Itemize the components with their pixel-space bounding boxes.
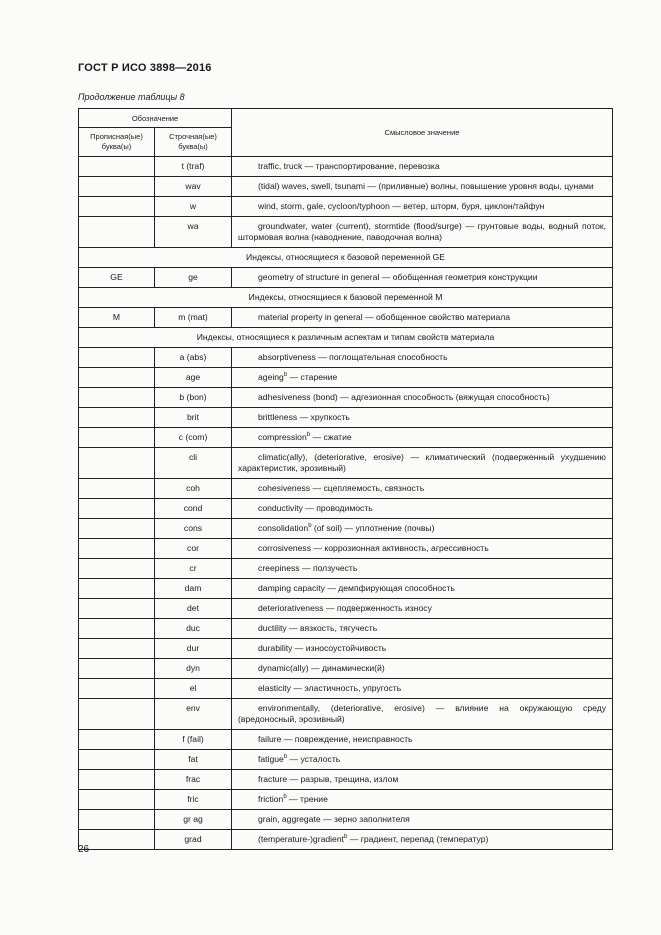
table-row — [79, 348, 613, 368]
cell-lower: m (mat) — [155, 308, 232, 328]
table-row — [79, 388, 613, 408]
section-row — [79, 328, 613, 348]
table-row — [79, 368, 613, 388]
meaning-text: consolidation — [258, 523, 309, 533]
cell-lower: dur — [155, 639, 232, 659]
cell-upper — [79, 730, 155, 750]
cell-lower: f (fail) — [155, 730, 232, 750]
cell-lower: wav — [155, 177, 232, 197]
cell-upper — [79, 348, 155, 368]
cell-lower: cli — [155, 448, 232, 479]
cell-upper — [79, 790, 155, 810]
meaning-text: brittleness — хрупкость — [258, 412, 350, 422]
table-row — [79, 750, 613, 770]
cell-lower: fat — [155, 750, 232, 770]
table-row — [79, 659, 613, 679]
table-row — [79, 539, 613, 559]
section-row — [79, 288, 613, 308]
table-continuation-caption: Продолжение таблицы 8 — [78, 92, 185, 102]
cell-upper — [79, 619, 155, 639]
footnote-mark: b — [344, 834, 348, 840]
cell-upper: M — [79, 308, 155, 328]
table-row — [79, 408, 613, 428]
table-row — [79, 217, 613, 248]
cell-meaning — [232, 559, 613, 579]
meaning-text: dynamic(ally) — динамически(й) — [258, 663, 385, 673]
cell-lower: dam — [155, 579, 232, 599]
meaning-text: absorptiveness — поглощательная способность — [258, 352, 448, 362]
cell-upper — [79, 539, 155, 559]
table-row — [79, 448, 613, 479]
table-row — [79, 519, 613, 539]
section-row — [79, 248, 613, 268]
cell-upper — [79, 750, 155, 770]
meaning-text: corrosiveness — коррозионная активность, агрессивность — [258, 543, 489, 553]
cell-upper — [79, 197, 155, 217]
cell-upper — [79, 830, 155, 850]
cell-upper — [79, 579, 155, 599]
table-row — [79, 730, 613, 750]
cell-meaning — [232, 217, 613, 248]
cell-meaning — [232, 750, 613, 770]
cell-meaning — [232, 679, 613, 699]
cell-lower: cor — [155, 539, 232, 559]
table-row — [79, 639, 613, 659]
cell-meaning — [232, 730, 613, 750]
table-row — [79, 197, 613, 217]
table-row — [79, 579, 613, 599]
footnote-mark: b — [283, 794, 287, 800]
table-row — [79, 699, 613, 730]
column-header-lower: Строчная(ые) буква(ы) — [155, 128, 232, 157]
cell-upper — [79, 157, 155, 177]
cell-lower: b (bon) — [155, 388, 232, 408]
meaning-text: creepiness — ползучесть — [258, 563, 358, 573]
cell-upper — [79, 499, 155, 519]
meaning-text: friction — [258, 794, 284, 804]
meaning-text: grain, aggregate — зерно заполнителя — [258, 814, 410, 824]
cell-meaning — [232, 268, 613, 288]
cell-upper — [79, 448, 155, 479]
cell-upper — [79, 810, 155, 830]
cell-lower: t (traf) — [155, 157, 232, 177]
table-row — [79, 790, 613, 810]
cell-meaning — [232, 599, 613, 619]
cell-lower: age — [155, 368, 232, 388]
cell-upper — [79, 599, 155, 619]
index-table — [78, 108, 613, 850]
meaning-text: (temperature-)gradient — [258, 834, 344, 844]
cell-meaning — [232, 830, 613, 850]
table-row — [79, 619, 613, 639]
cell-upper: GE — [79, 268, 155, 288]
cell-lower: coh — [155, 479, 232, 499]
section-title: Индексы, относящиеся к различным аспектам и типам свойств материала — [79, 328, 613, 348]
cell-meaning — [232, 388, 613, 408]
cell-meaning — [232, 448, 613, 479]
cell-lower: wa — [155, 217, 232, 248]
cell-lower: env — [155, 699, 232, 730]
cell-lower: gr ag — [155, 810, 232, 830]
cell-meaning — [232, 770, 613, 790]
cell-upper — [79, 177, 155, 197]
cell-lower: frac — [155, 770, 232, 790]
meaning-text: ageing — [258, 372, 284, 382]
group-header-designation: Обозначение — [79, 109, 232, 128]
cell-upper — [79, 770, 155, 790]
footnote-mark: b — [283, 754, 288, 760]
cell-meaning — [232, 699, 613, 730]
cell-meaning — [232, 579, 613, 599]
meaning-text: failure — повреждение, неисправность — [258, 734, 413, 744]
cell-lower: grad — [155, 830, 232, 850]
table-row — [79, 177, 613, 197]
meaning-text: adhesiveness (bond) — адгезионная способность (вяжущая способность) — [258, 392, 550, 402]
cell-lower: c (com) — [155, 428, 232, 448]
page-number: 26 — [78, 844, 90, 855]
meaning-text: cohesiveness — сцепляемость, связность — [258, 483, 425, 493]
cell-upper — [79, 479, 155, 499]
cell-lower: cr — [155, 559, 232, 579]
table-row — [79, 157, 613, 177]
meaning-text: climatic(ally), (deteriorative, erosive) — климатический (подверженный ухудшению характеристик, эрозивный) — [238, 452, 607, 473]
meaning-text: durability — износоустойчивость — [258, 643, 387, 653]
meaning-text: environmentally, (deteriorative, erosive) — влияние на окружающую среду (вредоносный, эрозивный) — [238, 703, 607, 724]
cell-lower: fric — [155, 790, 232, 810]
section-title: Индексы, относящиеся к базовой переменной M — [79, 288, 613, 308]
cell-meaning — [232, 408, 613, 428]
table-row — [79, 810, 613, 830]
cell-lower: dyn — [155, 659, 232, 679]
table-row — [79, 770, 613, 790]
meaning-text-tail: — градиент, перепад (температур) — [347, 834, 489, 844]
cell-meaning — [232, 790, 613, 810]
cell-meaning — [232, 197, 613, 217]
column-header-meaning: Смысловое значение — [232, 109, 613, 157]
meaning-text: ductility — вязкость, тягучесть — [258, 623, 378, 633]
table-row — [79, 479, 613, 499]
meaning-text: wind, storm, gale, cycloon/typhoon — ветер, шторм, буря, циклон/тайфун — [258, 201, 545, 211]
cell-upper — [79, 519, 155, 539]
cell-upper — [79, 368, 155, 388]
table-row — [79, 599, 613, 619]
meaning-text-tail: — сжатие — [310, 432, 352, 442]
cell-meaning — [232, 479, 613, 499]
cell-lower: w — [155, 197, 232, 217]
meaning-text: (tidal) waves, swell, tsunami — (приливные) волны, повышение уровня воды, цунами — [258, 181, 594, 191]
cell-lower: cond — [155, 499, 232, 519]
cell-upper — [79, 217, 155, 248]
cell-meaning — [232, 157, 613, 177]
cell-upper — [79, 428, 155, 448]
cell-meaning — [232, 519, 613, 539]
meaning-text: conductivity — проводимость — [258, 503, 373, 513]
table-row — [79, 308, 613, 328]
meaning-text-tail: — трение — [286, 794, 328, 804]
section-title: Индексы, относящиеся к базовой переменной GE — [79, 248, 613, 268]
cell-meaning — [232, 539, 613, 559]
cell-lower: cons — [155, 519, 232, 539]
meaning-text: fracture — разрыв, трещина, излом — [258, 774, 399, 784]
table-row — [79, 559, 613, 579]
cell-lower: el — [155, 679, 232, 699]
cell-meaning — [232, 348, 613, 368]
meaning-text-tail: (of soil) — уплотнение (почвы) — [311, 523, 435, 533]
cell-upper — [79, 559, 155, 579]
document-header: ГОСТ Р ИСО 3898—2016 — [78, 62, 212, 74]
meaning-text: material property in general — обобщенное свойство материала — [258, 312, 511, 322]
table-row — [79, 268, 613, 288]
cell-upper — [79, 639, 155, 659]
column-header-upper: Прописная(ые) буква(ы) — [79, 128, 155, 157]
meaning-text: elasticity — эластичность, упругость — [258, 683, 402, 693]
cell-meaning — [232, 428, 613, 448]
cell-meaning — [232, 499, 613, 519]
table-row — [79, 679, 613, 699]
meaning-text-tail: — старение — [287, 372, 338, 382]
cell-upper — [79, 659, 155, 679]
cell-upper — [79, 699, 155, 730]
footnote-mark: b — [308, 523, 312, 529]
cell-upper — [79, 679, 155, 699]
cell-upper — [79, 408, 155, 428]
cell-meaning — [232, 368, 613, 388]
table-row — [79, 428, 613, 448]
cell-meaning — [232, 619, 613, 639]
meaning-text: compression — [258, 432, 307, 442]
cell-meaning — [232, 639, 613, 659]
meaning-text: damping capacity — демпфирующая способность — [258, 583, 455, 593]
cell-meaning — [232, 177, 613, 197]
cell-meaning — [232, 308, 613, 328]
meaning-text-tail: — усталость — [287, 754, 341, 764]
meaning-text: traffic, truck — транспортирование, перевозка — [258, 161, 440, 171]
cell-meaning — [232, 810, 613, 830]
cell-lower: brit — [155, 408, 232, 428]
cell-upper — [79, 388, 155, 408]
cell-meaning — [232, 659, 613, 679]
cell-lower: a (abs) — [155, 348, 232, 368]
meaning-text: fatigue — [258, 754, 284, 764]
meaning-text: groundwater, water (current), stormtide (flood/surge) — грунтовые воды, водный поток, штормовая волна (наводнение, паводочная волна) — [238, 221, 607, 242]
table-row — [79, 830, 613, 850]
cell-lower: ge — [155, 268, 232, 288]
cell-lower: duc — [155, 619, 232, 639]
table-row — [79, 499, 613, 519]
table-body — [79, 157, 613, 850]
meaning-text: deteriorativeness — подверженность износу — [258, 603, 432, 613]
footnote-mark: b — [306, 432, 311, 438]
meaning-text: geometry of structure in general — обобщенная геометрия конструкции — [258, 272, 538, 282]
cell-lower: det — [155, 599, 232, 619]
footnote-mark: b — [283, 372, 288, 378]
